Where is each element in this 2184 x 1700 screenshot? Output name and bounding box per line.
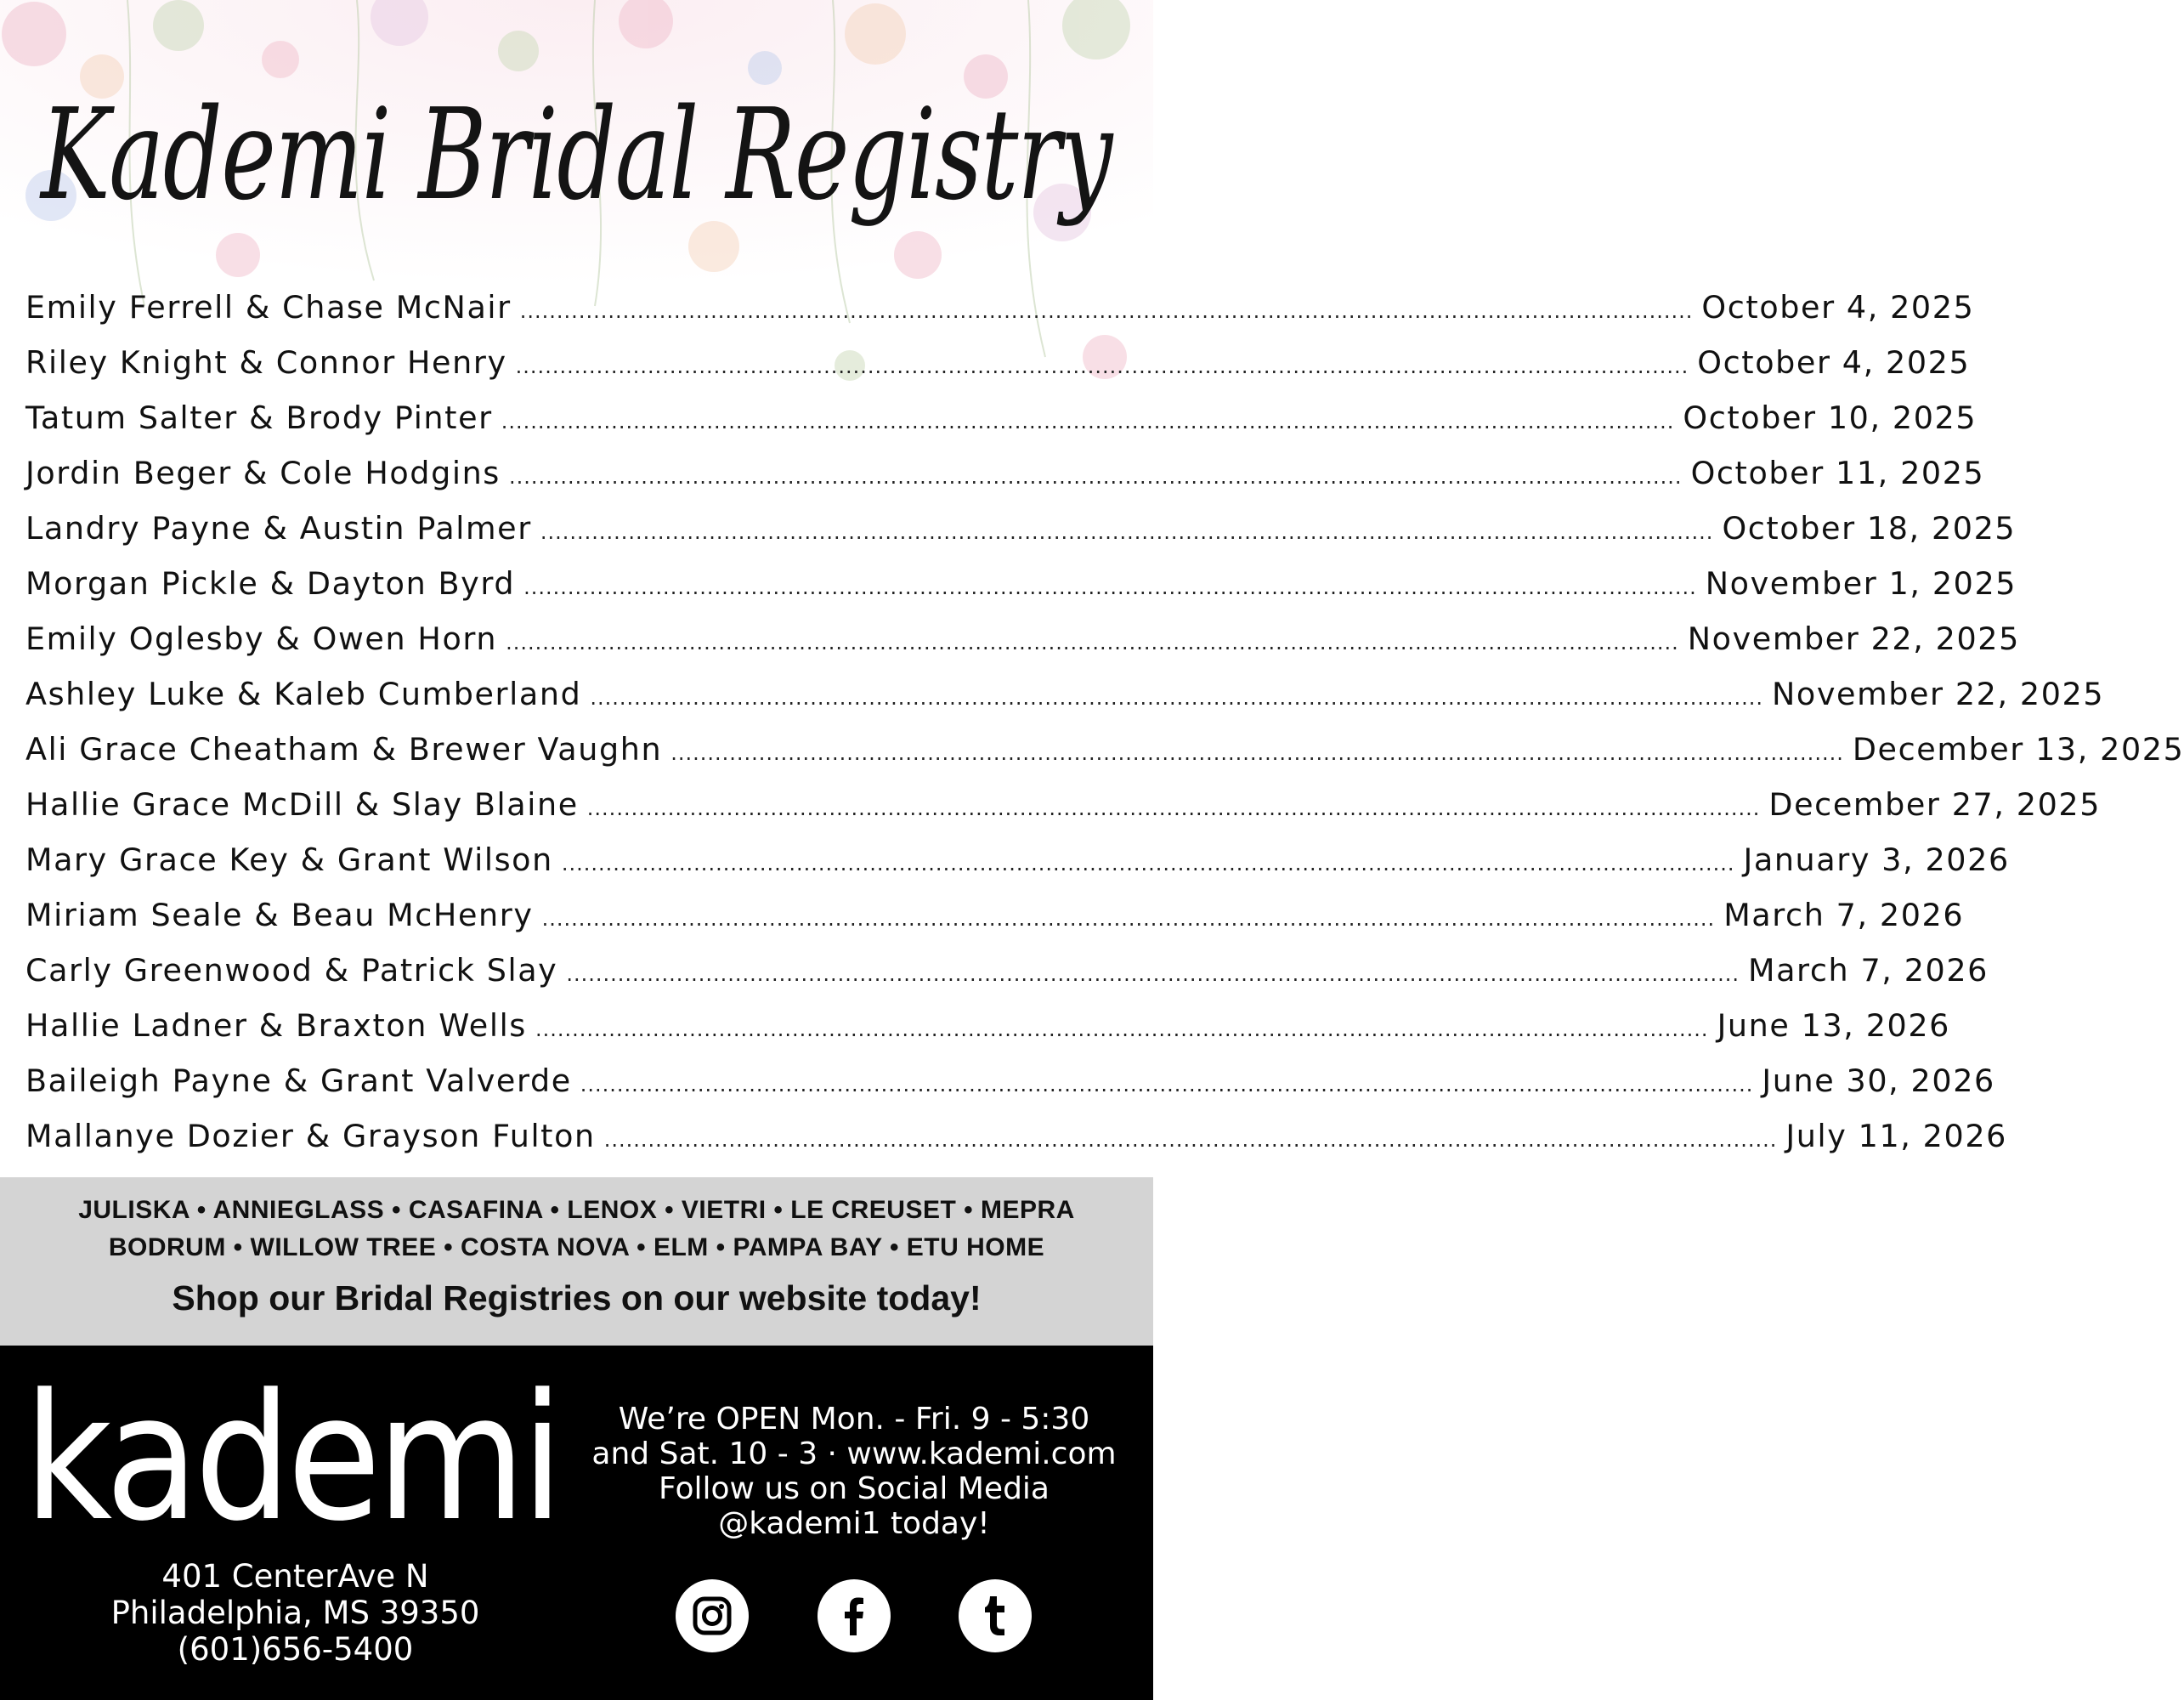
- wedding-date: November 22, 2025: [1771, 676, 2105, 712]
- instagram-icon[interactable]: [676, 1579, 749, 1652]
- dot-leader: [566, 962, 1740, 986]
- registry-row: [25, 1062, 1995, 1118]
- wedding-date: January 3, 2026: [1743, 842, 2010, 878]
- wedding-date: October 10, 2025: [1683, 400, 1977, 436]
- shop-registries-cta: Shop our Bridal Registries on our website today!: [172, 1278, 982, 1318]
- couple-names: Baileigh Payne & Grant Valverde: [25, 1062, 572, 1099]
- dot-leader: [580, 1073, 1754, 1096]
- dot-leader: [604, 1128, 1778, 1152]
- registry-row: [25, 897, 1965, 952]
- wedding-date: October 11, 2025: [1690, 455, 1985, 491]
- tumblr-icon[interactable]: [959, 1579, 1032, 1652]
- wedding-date: October 18, 2025: [1722, 510, 2017, 547]
- wedding-date: June 13, 2026: [1717, 1007, 1950, 1044]
- couple-names: Emily Oglesby & Owen Horn: [25, 620, 498, 657]
- dot-leader: [590, 686, 1763, 710]
- hours-line-3: Follow us on Social Media: [659, 1471, 1050, 1506]
- registry-row: [25, 344, 1971, 400]
- wedding-date: October 4, 2025: [1697, 344, 1971, 381]
- couple-names: Morgan Pickle & Dayton Byrd: [25, 565, 516, 602]
- dot-leader: [509, 465, 1683, 489]
- dot-leader: [520, 299, 1694, 323]
- dot-leader: [535, 1017, 1709, 1041]
- registry-row: [25, 842, 2010, 897]
- registry-row: [25, 289, 1975, 344]
- wedding-date: March 7, 2026: [1748, 952, 1989, 989]
- couple-names: Carly Greenwood & Patrick Slay: [25, 952, 558, 989]
- social-links: [676, 1579, 1033, 1656]
- footer: [0, 1346, 1153, 1700]
- dot-leader: [501, 410, 1675, 434]
- couple-names: Hallie Grace McDill & Slay Blaine: [25, 786, 579, 823]
- registry-row: [25, 400, 1977, 455]
- couple-names: Landry Payne & Austin Palmer: [25, 510, 532, 547]
- wedding-date: March 7, 2026: [1723, 897, 1965, 933]
- registry-row: [25, 786, 2102, 842]
- registry-row: [25, 565, 2017, 620]
- couple-names: Hallie Ladner & Braxton Wells: [25, 1007, 527, 1044]
- hours-line-4: @kademi1 today!: [718, 1506, 990, 1541]
- couple-names: Mallanye Dozier & Grayson Fulton: [25, 1118, 596, 1154]
- registry-row: [25, 1007, 1950, 1062]
- wedding-date: October 4, 2025: [1701, 289, 1975, 326]
- couple-names: Ali Grace Cheatham & Brewer Vaughn: [25, 731, 663, 768]
- registry-row: [25, 455, 1985, 510]
- wedding-date: November 1, 2025: [1705, 565, 2017, 602]
- address-street: 401 CenterAve N: [161, 1558, 429, 1595]
- couple-names: Tatum Salter & Brody Pinter: [25, 400, 493, 436]
- address-phone: (601)656-5400: [177, 1631, 414, 1668]
- couple-names: Ashley Luke & Kaleb Cumberland: [25, 676, 582, 712]
- store-hours: [578, 1402, 1130, 1541]
- registry-row: [25, 731, 2184, 786]
- registry-list: [25, 289, 2184, 1173]
- dot-leader: [587, 796, 1761, 820]
- wedding-date: December 27, 2025: [1768, 786, 2102, 823]
- kademi-logo: [24, 1357, 568, 1560]
- couple-names: Riley Knight & Connor Henry: [25, 344, 507, 381]
- registry-row: [25, 510, 2017, 565]
- wedding-date: December 13, 2025: [1852, 731, 2184, 768]
- svg-text:kademi: kademi: [24, 1357, 559, 1560]
- couple-names: Jordin Beger & Cole Hodgins: [25, 455, 501, 491]
- dot-leader: [516, 354, 1689, 378]
- dot-leader: [670, 741, 1844, 765]
- brand-list-line-2: BODRUM • WILLOW TREE • COSTA NOVA • ELM • PAMPA BAY • ETU HOME: [108, 1233, 1045, 1261]
- dot-leader: [506, 631, 1679, 654]
- wedding-date: June 30, 2026: [1762, 1062, 1995, 1099]
- couple-names: Emily Ferrell & Chase McNair: [25, 289, 512, 326]
- registry-row: [25, 620, 2020, 676]
- page-title: [0, 24, 1153, 287]
- facebook-icon[interactable]: [818, 1579, 891, 1652]
- wedding-date: November 22, 2025: [1687, 620, 2020, 657]
- dot-leader: [523, 575, 1697, 599]
- brand-list-line-1: JULISKA • ANNIEGLASS • CASAFINA • LENOX • VIETRI • LE CREUSET • MEPRA: [78, 1196, 1075, 1224]
- address-city: Philadelphia, MS 39350: [110, 1595, 480, 1631]
- svg-text:Kademi Bridal Registry: Kademi Bridal Registry: [38, 82, 1115, 228]
- registry-row: [25, 952, 1989, 1007]
- dot-leader: [542, 907, 1716, 931]
- hours-line-1: We’re OPEN Mon. - Fri. 9 - 5:30: [618, 1402, 1090, 1436]
- wedding-date: July 11, 2026: [1785, 1118, 2007, 1154]
- brand-band: [0, 1177, 1153, 1346]
- hours-line-2: and Sat. 10 - 3 · www.kademi.com: [591, 1436, 1117, 1471]
- dot-leader: [540, 520, 1714, 544]
- couple-names: Mary Grace Key & Grant Wilson: [25, 842, 553, 878]
- store-address: [51, 1558, 540, 1668]
- registry-row: [25, 676, 2105, 731]
- couple-names: Miriam Seale & Beau McHenry: [25, 897, 534, 933]
- registry-row: [25, 1118, 2007, 1173]
- dot-leader: [562, 852, 1735, 876]
